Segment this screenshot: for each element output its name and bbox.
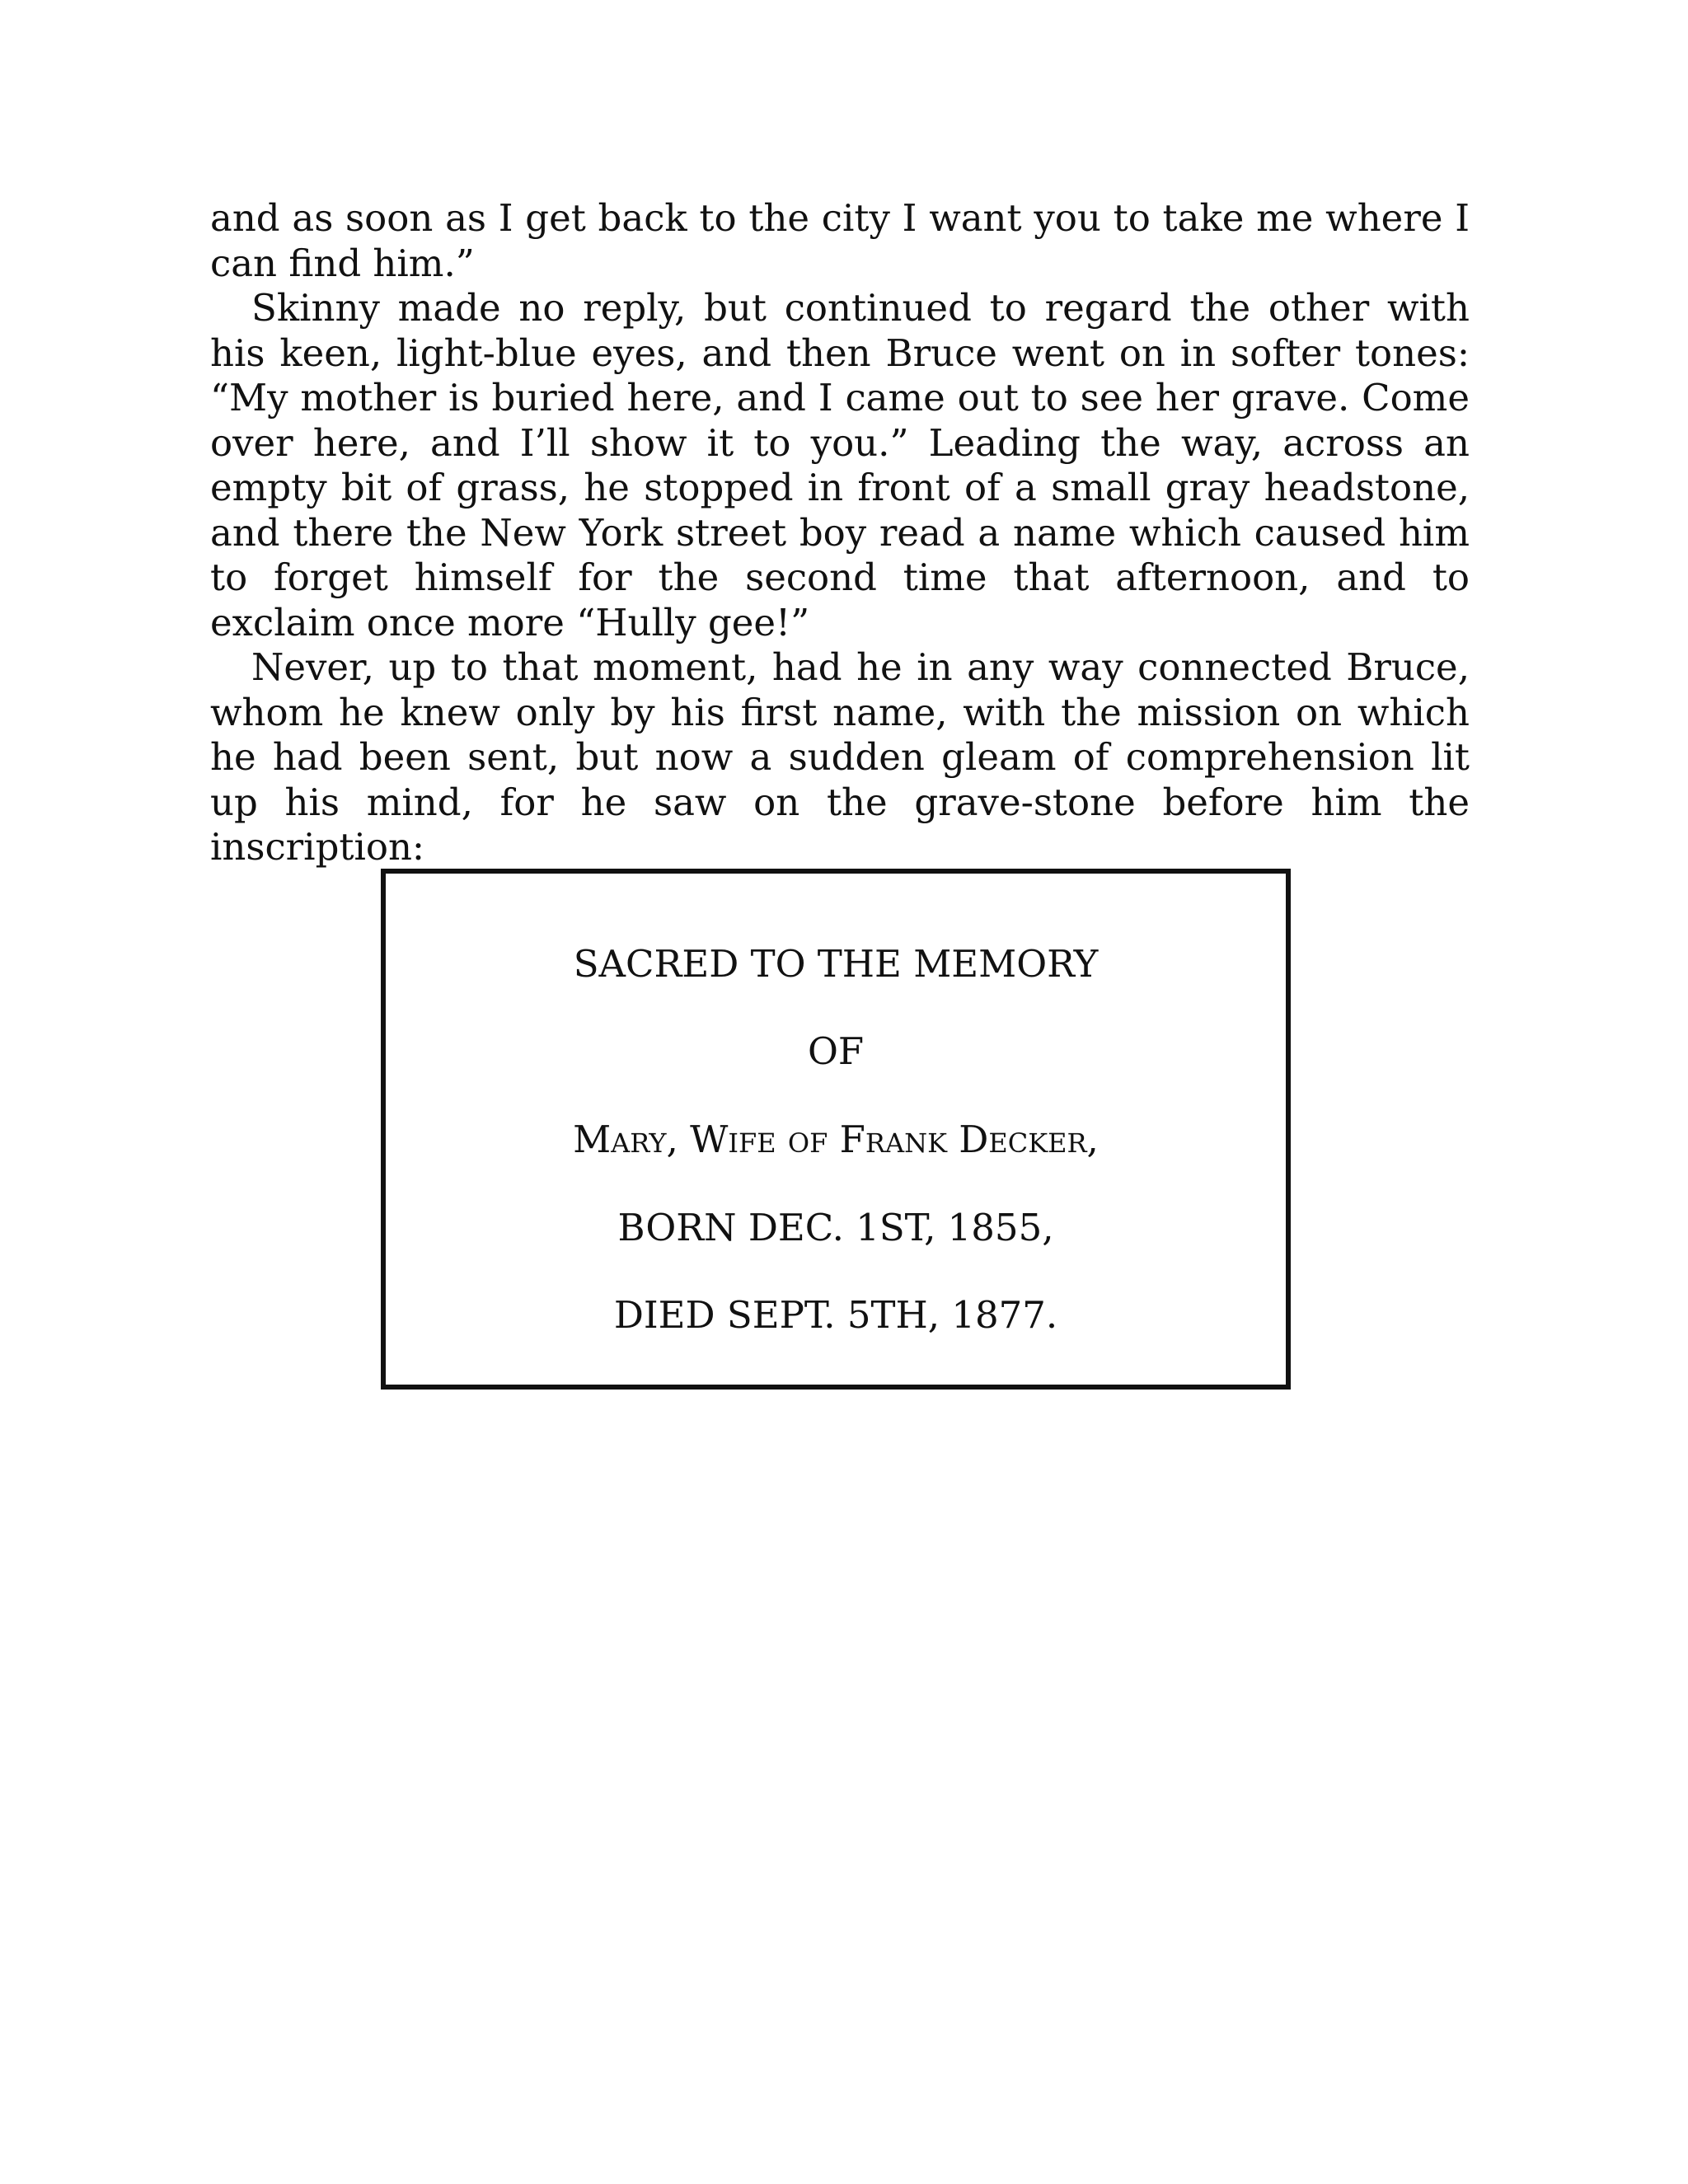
inscription-line-sacred: SACRED TO THE MEMORY <box>573 942 1099 986</box>
inscription-line-died: DIED SEPT. 5TH, 1877. <box>613 1293 1058 1337</box>
gravestone-inscription-box <box>381 869 1291 1390</box>
paragraph-never: Never, up to that moment, had he in any way connected Bruce, whom he knew only by his first name, with the mission on which he had been sent, but now a sudden gleam of comprehension lit up his mind, for he saw on the grave-stone before him the inscription: <box>210 645 1470 869</box>
inscription-line-of: OF <box>807 1029 865 1073</box>
body-text <box>210 196 1470 870</box>
inscription-line-born: BORN DEC. 1ST, 1855, <box>617 1206 1054 1249</box>
paragraph-skinny: Skinny made no reply, but continued to regard the other with his keen, light-blue eyes, and then Bruce went on in softer tones: “My mother is buried here, and I came out to see her grave. Come over here, and I’ll show it to you.” Leading the way, across an empty bit of grass, he stopped in front of a small gray headstone, and there the New York street boy read a name which caused him to forget himself for the second time that afternoon, and to exclaim once more “Hully gee!” <box>210 286 1470 644</box>
inscription-line-name: Mary, Wife of Frank Decker, <box>573 1118 1099 1161</box>
paragraph-continuation: and as soon as I get back to the city I want you to take me where I can find him.” <box>210 196 1470 285</box>
